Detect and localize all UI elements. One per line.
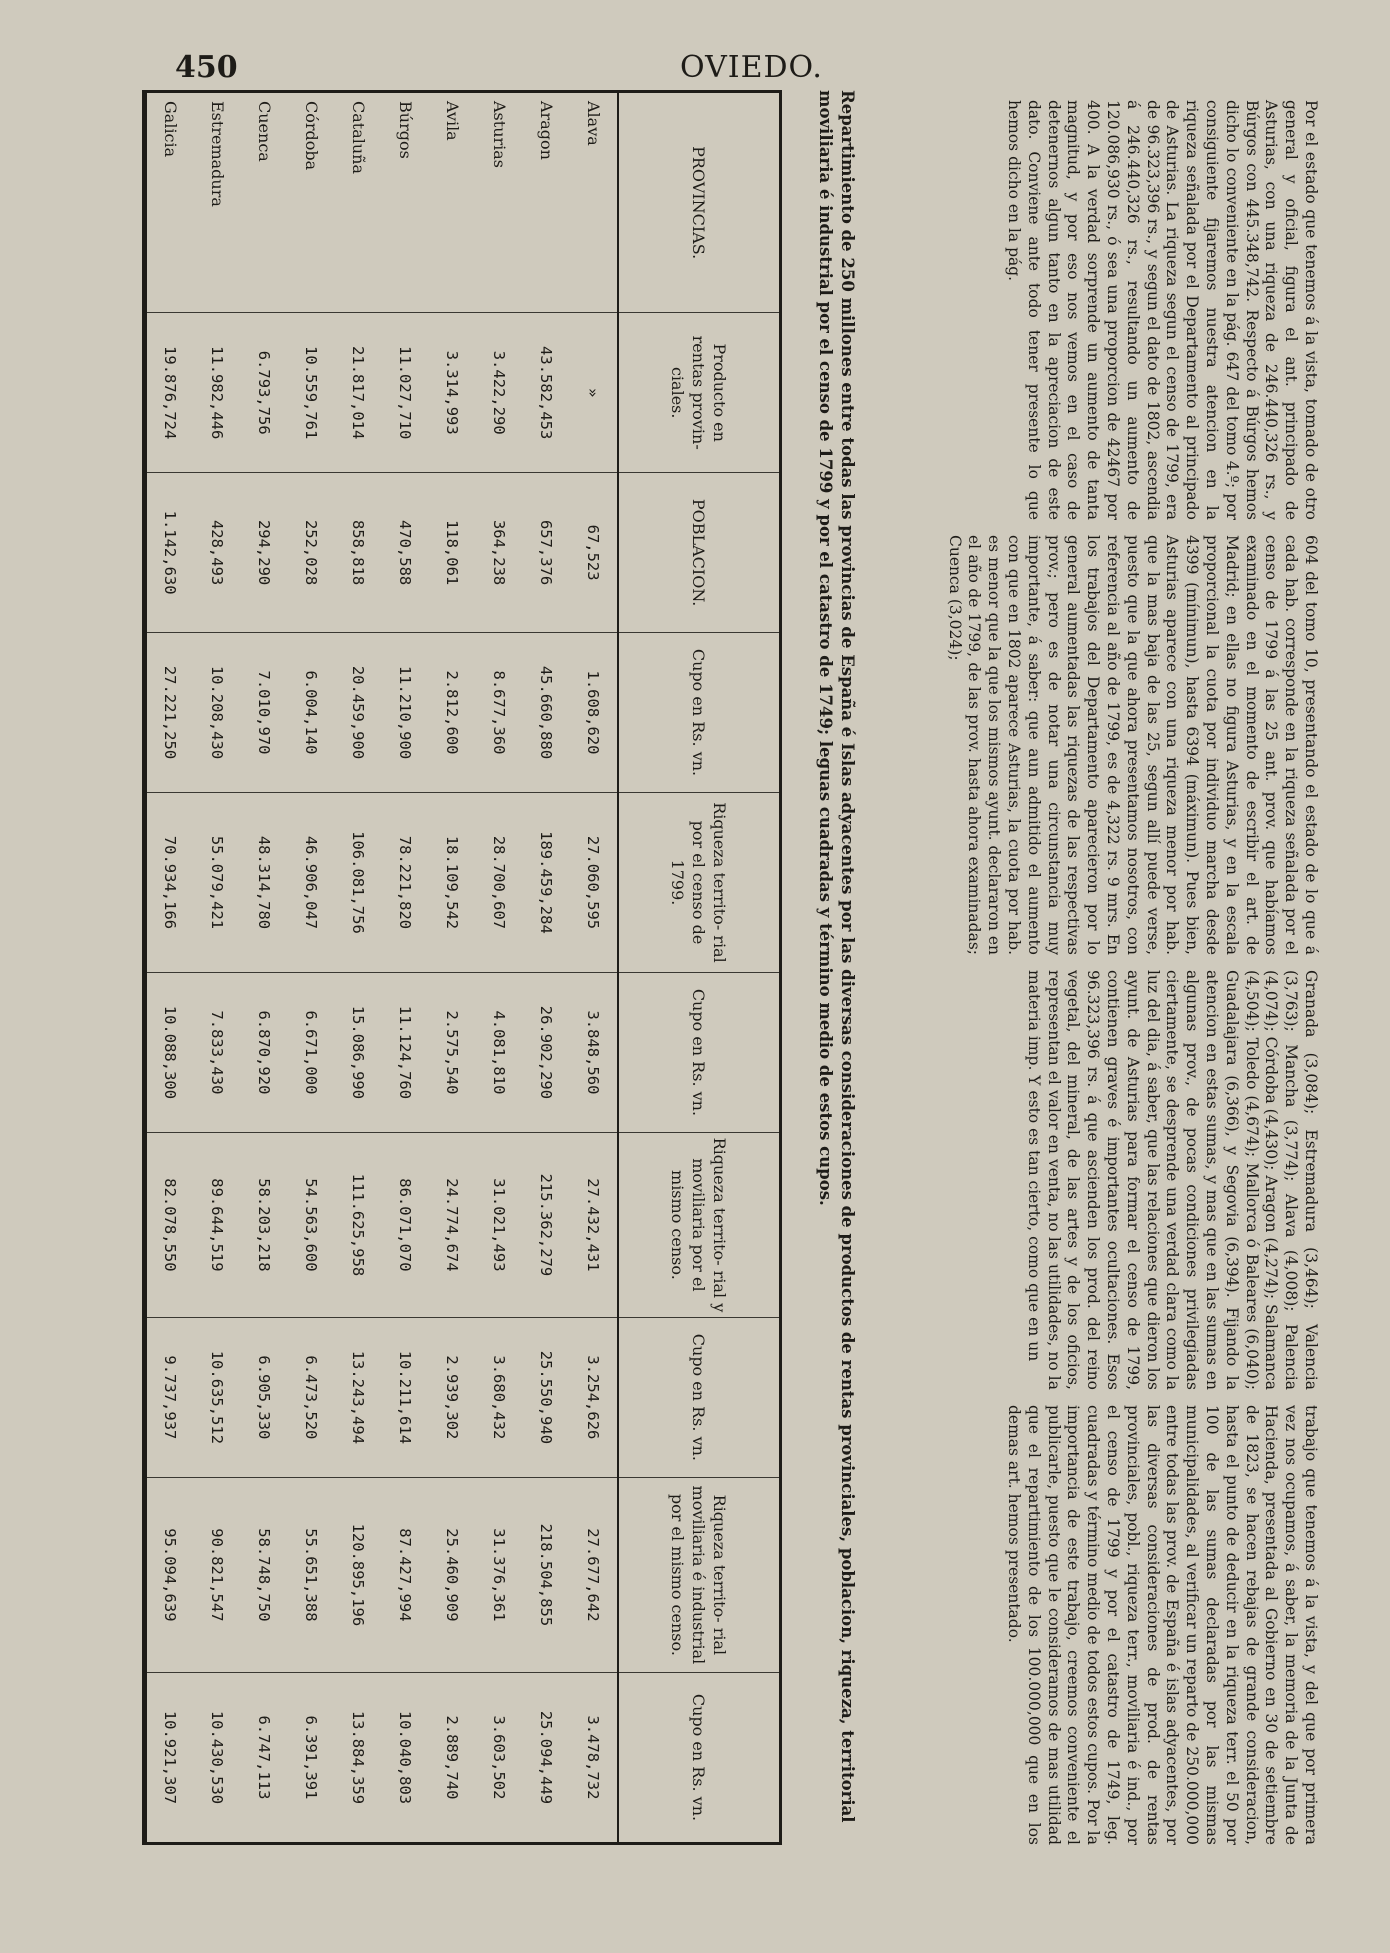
cell-producto: 3.314,993 — [429, 313, 476, 473]
cell-provincia: Búrgos — [382, 92, 429, 313]
table-caption: Repartimiento de 250 millones entre todas las provincias de España é Islas adyacentes por las diversas consideraciones de productos de rentas provinciales, poblacion, riqueza, territorial moviliaria é industrial por el censo de 1799 y por el catastro de 1749; leguas cuadradas y término medio de estos cupos. — [816, 90, 857, 1823]
paragraph: Por el estado que tenemos á la vista, tomado de otro general y oficial, figura el ant. principado de Asturias, con una riqueza de 246.440,326 rs., y Búrgos con 445.348,742. Respecto á Búrgos hemos dicho lo conveniente en la pág. 647 del tomo 4.º; por consiguiente fijaremos nuestra atencion en la riqueza señalada por el Departamento al principado de Asturias. La riqueza segun el censo de 1799, era de 96.323,396 rs., y segun el dato de 1802, ascendia á 246.440,326 rs., resultando un aumento de 120.086,930 rs., ó sea una proporcion de 42467 por 400. A la verdad sorprende un aumento de tanta magnitud, y por eso nos vemos en el caso de detenernos algun tanto en la apreciacion de este dato. Conviene ante todo tener presente lo que hemos dicho en la pág. — [1005, 100, 1320, 520]
cell-poblacion: 657,376 — [523, 473, 570, 633]
cell-riqueza-mov: 58.203,218 — [241, 1132, 288, 1317]
cell-riqueza1799: 46.906,047 — [288, 792, 335, 972]
cell-cupo1: 20.459,900 — [335, 633, 382, 793]
cell-cupo1: 7.010,970 — [241, 633, 288, 793]
cell-cupo4: 3.603,502 — [490, 1715, 509, 1800]
cell-cupo2: 26.902,290 — [523, 972, 570, 1132]
cell-cupo4: 6.391,391 — [302, 1715, 321, 1800]
body-text — [865, 90, 1320, 1850]
table-row — [241, 92, 288, 1844]
cell-riqueza-mov: 111.625,958 — [335, 1132, 382, 1317]
page-number: 450 — [175, 50, 238, 85]
header-provincias: PROVINCIAS. — [618, 92, 781, 313]
cell-riqueza-ind: 90.821,547 — [194, 1477, 241, 1672]
table-row — [382, 92, 429, 1844]
cell-riqueza-ind: 27.677,642 — [570, 1477, 618, 1672]
table-row — [523, 92, 570, 1844]
cell-provincia: Galicia — [145, 92, 195, 313]
cell-cupo2: 6.671,000 — [288, 972, 335, 1132]
cell-cupo1: 2.812,600 — [429, 633, 476, 793]
header-poblacion: POBLACION. — [618, 473, 781, 633]
cell-cupo3: 10.211,614 — [382, 1317, 429, 1477]
text-column-1 — [865, 100, 1320, 520]
running-title: OVIEDO. — [680, 50, 823, 85]
cell-riqueza1799: 28.700,607 — [476, 792, 523, 972]
paragraph: trabajo que tenemos á la vista, y del que por primera vez nos ocupamos, á saber, la memoria de la Junta de Hacienda, presentada al Gobierno en 30 de setiembre de 1823, se hacen rebajas de grande consideracion, hasta el punto de deducir en la riqueza terr. el 50 por 100 de las sumas declaradas por las mismas municipalidades, al verificar un reparto de 250.000,000 entre todas las prov. de España é islas adyacentes, por las diversas consideraciones de prod. de rentas provinciales, pobl., riqueza terr., moviliaria é ind., por el censo de 1799 y por el catastro de 1749, leg. cuadradas y término medio de todos estos cupos. Por la importancia de este trabajo, creemos conveniente el publicarle, puesto que le consideramos de mas utilidad que el repartimiento de los 100.000,000 que en los demas art. hemos presentado. — [1005, 1405, 1320, 1845]
cell-poblacion: 252,028 — [288, 473, 335, 633]
cell-provincia: Alava — [570, 92, 618, 313]
cell-poblacion: 428,493 — [194, 473, 241, 633]
cell-provincia: Córdoba — [288, 92, 335, 313]
header-riqueza-industrial: Riqueza territo- rial moviliaria é industrial por el mismo censo. — [618, 1477, 781, 1672]
cell-riqueza-mov: 24.774,674 — [429, 1132, 476, 1317]
text-column-3 — [865, 970, 1320, 1390]
cell-cupo1: 10.208,430 — [194, 633, 241, 793]
cell-riqueza1799: 70.934,166 — [145, 792, 195, 972]
cell-riqueza-mov: 89.644,519 — [194, 1132, 241, 1317]
cell-poblacion: 294,290 — [241, 473, 288, 633]
cell-poblacion: 470,588 — [382, 473, 429, 633]
cell-riqueza-ind: 31.376,361 — [476, 1477, 523, 1672]
cell-cupo3: 2.939,302 — [429, 1317, 476, 1477]
header-cupo-2: Cupo en Rs. vn. — [618, 972, 781, 1132]
cell-cupo3: 13.243,494 — [335, 1317, 382, 1477]
paragraph: Granada (3,084); Estremadura (3,464); Valencia (3,763); Mancha (3,774); Alava (4,008); Palencia (4,074); Córdoba (4,430); Aragon (4,274); Salamanca (4,504); Toledo (4,674); Mallorca ó Baleares (6,040); Guadalajara (6,366), y Segovia (6,394). Fijando la atencion en estas sumas, y mas que en las sumas en algunas prov., de pocas condiciones privilegiadas ciertamente, se desprende una verdad clara como la luz del dia, á saber, que las relaciones que dieron los ayunt. de Asturias para formar el censo de 1799, contienen graves é importantes ocultaciones. Esos 96.323,396 rs. á que ascienden los prod. del reino vegetal, del mineral, de las artes y de los oficios, representan el valor en venta, no las utilidades, no la materia imp. Y esto es tan cierto, como que en un — [1024, 970, 1320, 1390]
cell-producto: 43.582,453 — [523, 313, 570, 473]
rotated-content — [140, 90, 1320, 1850]
cell-riqueza-ind: 95.094,639 — [145, 1477, 195, 1672]
header-riqueza-moviliaria: Riqueza territo- rial y moviliaria por el mismo censo. — [618, 1132, 781, 1317]
header-cupo-1: Cupo en Rs. vn. — [618, 633, 781, 793]
cell-cupo4: 3.478,732 — [584, 1715, 603, 1800]
text-column-2 — [865, 535, 1320, 955]
cell-cupo2: 7.833,430 — [194, 972, 241, 1132]
cell-riqueza1799: 189.459,284 — [523, 792, 570, 972]
cell-cupo4: 10.921,307 — [161, 1710, 180, 1805]
header-producto: Producto en rentas provin- ciales. — [618, 313, 781, 473]
cell-riqueza1799: 48.314,780 — [241, 792, 288, 972]
cell-producto: » — [570, 313, 618, 473]
cell-poblacion: 364,238 — [476, 473, 523, 633]
cell-riqueza1799: 18.109,542 — [429, 792, 476, 972]
cell-riqueza-mov: 215.362,279 — [523, 1132, 570, 1317]
cell-cupo2: 2.575,540 — [429, 972, 476, 1132]
cell-riqueza-ind: 25.460,909 — [429, 1477, 476, 1672]
header-riqueza-1799: Riqueza territo- rial por el censo de 1799. — [618, 792, 781, 972]
cell-cupo4: 10.430,530 — [208, 1710, 227, 1805]
table-row — [570, 92, 618, 1844]
cell-poblacion: 1.142,630 — [145, 473, 195, 633]
table-body — [145, 92, 619, 1844]
cell-poblacion: 67,523 — [570, 473, 618, 633]
cell-riqueza-mov: 27.432,431 — [570, 1132, 618, 1317]
cell-provincia: Cataluña — [335, 92, 382, 313]
cell-producto: 21.817,014 — [335, 313, 382, 473]
cell-riqueza-ind: 87.427,994 — [382, 1477, 429, 1672]
cell-producto: 6.793,756 — [241, 313, 288, 473]
cell-cupo4: 6.747,113 — [255, 1715, 274, 1800]
data-table — [142, 90, 782, 1845]
cell-riqueza1799: 106.081,756 — [335, 792, 382, 972]
cell-cupo3: 3.254,626 — [570, 1317, 618, 1477]
cell-cupo1: 6.004,140 — [288, 633, 335, 793]
cell-cupo1: 1.608,620 — [570, 633, 618, 793]
cell-cupo4: 25.094,449 — [537, 1710, 556, 1805]
table-row — [145, 92, 195, 1844]
cell-riqueza-mov: 31.021,493 — [476, 1132, 523, 1317]
table-row — [288, 92, 335, 1844]
text-column-4 — [865, 1405, 1320, 1845]
cell-cupo1: 11.210,900 — [382, 633, 429, 793]
cell-cupo3: 3.680,432 — [476, 1317, 523, 1477]
cell-cupo1: 45.660,880 — [523, 633, 570, 793]
cell-cupo2: 11.124,760 — [382, 972, 429, 1132]
cell-riqueza-ind: 218.504,855 — [523, 1477, 570, 1672]
cell-producto: 11.027,710 — [382, 313, 429, 473]
cell-cupo1: 8.677,360 — [476, 633, 523, 793]
cell-provincia: Asturias — [476, 92, 523, 313]
table-row — [429, 92, 476, 1844]
cell-cupo4: 10.040,803 — [396, 1710, 415, 1805]
table-row — [335, 92, 382, 1844]
cell-riqueza-ind: 55.651,388 — [288, 1477, 335, 1672]
paragraph: 604 del tomo 10, presentando el estado de lo que á cada hab. corresponde en la riqueza señalada por el censo de 1799 á las 25 ant. prov. que habíamos examinado en el momento de escribir el art. de Madrid; en ellas no figura Asturias, y en la escala proporcional la cuota por individuo marcha desde 4399 (mínimun), hasta 6394 (máximun). Pues bien, Asturias aparece con una riqueza menor por hab. que la mas baja de las 25, segun allí puede verse, puesto que la que ahora presentamos nosotros, con referencia al año de 1799, es de 4,322 rs. 9 mrs. En los trabajos del Departamento aparecieron por lo general aumentadas las riquezas de las respectivas prov.; pero es de notar una circunstancia muy importante, á saber: que aun admitido el aumento con que en 1802 aparece Asturias, la cuota por hab. es menor que la que los mismos ayunt. declararon en el año de 1799, de las prov. hasta ahora examinadas; Cuenca (3,024); — [945, 535, 1320, 955]
cell-producto: 11.982,446 — [194, 313, 241, 473]
cell-cupo4: 13.884,359 — [349, 1710, 368, 1805]
cell-cupo3: 9.737,937 — [145, 1317, 195, 1477]
cell-riqueza-ind: 120.895,196 — [335, 1477, 382, 1672]
cell-producto: 3.422,290 — [476, 313, 523, 473]
cell-cupo2: 4.081,810 — [476, 972, 523, 1132]
cell-provincia: Estremadura — [194, 92, 241, 313]
table-row — [476, 92, 523, 1844]
cell-riqueza-mov: 82.078,550 — [145, 1132, 195, 1317]
cell-cupo3: 6.905,330 — [241, 1317, 288, 1477]
cell-cupo3: 25.550,940 — [523, 1317, 570, 1477]
cell-riqueza-ind: 58.748,750 — [241, 1477, 288, 1672]
table-header-row — [618, 92, 781, 1844]
cell-poblacion: 118,061 — [429, 473, 476, 633]
cell-provincia: Aragon — [523, 92, 570, 313]
cell-cupo1: 27.221,250 — [145, 633, 195, 793]
cell-cupo2: 15.086,990 — [335, 972, 382, 1132]
cell-riqueza1799: 78.221,820 — [382, 792, 429, 972]
cell-cupo4: 2.889,740 — [443, 1715, 462, 1800]
cell-cupo2: 10.088,300 — [145, 972, 195, 1132]
cell-riqueza-mov: 54.563,600 — [288, 1132, 335, 1317]
cell-cupo3: 10.635,512 — [194, 1317, 241, 1477]
cell-producto: 19.876,724 — [145, 313, 195, 473]
cell-cupo3: 6.473,520 — [288, 1317, 335, 1477]
cell-cupo2: 3.848,560 — [570, 972, 618, 1132]
cell-riqueza1799: 27.060,595 — [570, 792, 618, 972]
cell-riqueza1799: 55.079,421 — [194, 792, 241, 972]
page-header — [175, 50, 1315, 94]
cell-riqueza-mov: 86.071,070 — [382, 1132, 429, 1317]
table-row — [194, 92, 241, 1844]
cell-provincia: Cuenca — [241, 92, 288, 313]
header-cupo-4: Cupo en Rs. vn. — [618, 1672, 781, 1843]
cell-producto: 10.559,761 — [288, 313, 335, 473]
cell-provincia: Avila — [429, 92, 476, 313]
cell-poblacion: 858,818 — [335, 473, 382, 633]
cell-cupo2: 6.870,920 — [241, 972, 288, 1132]
header-cupo-3: Cupo en Rs. vn. — [618, 1317, 781, 1477]
